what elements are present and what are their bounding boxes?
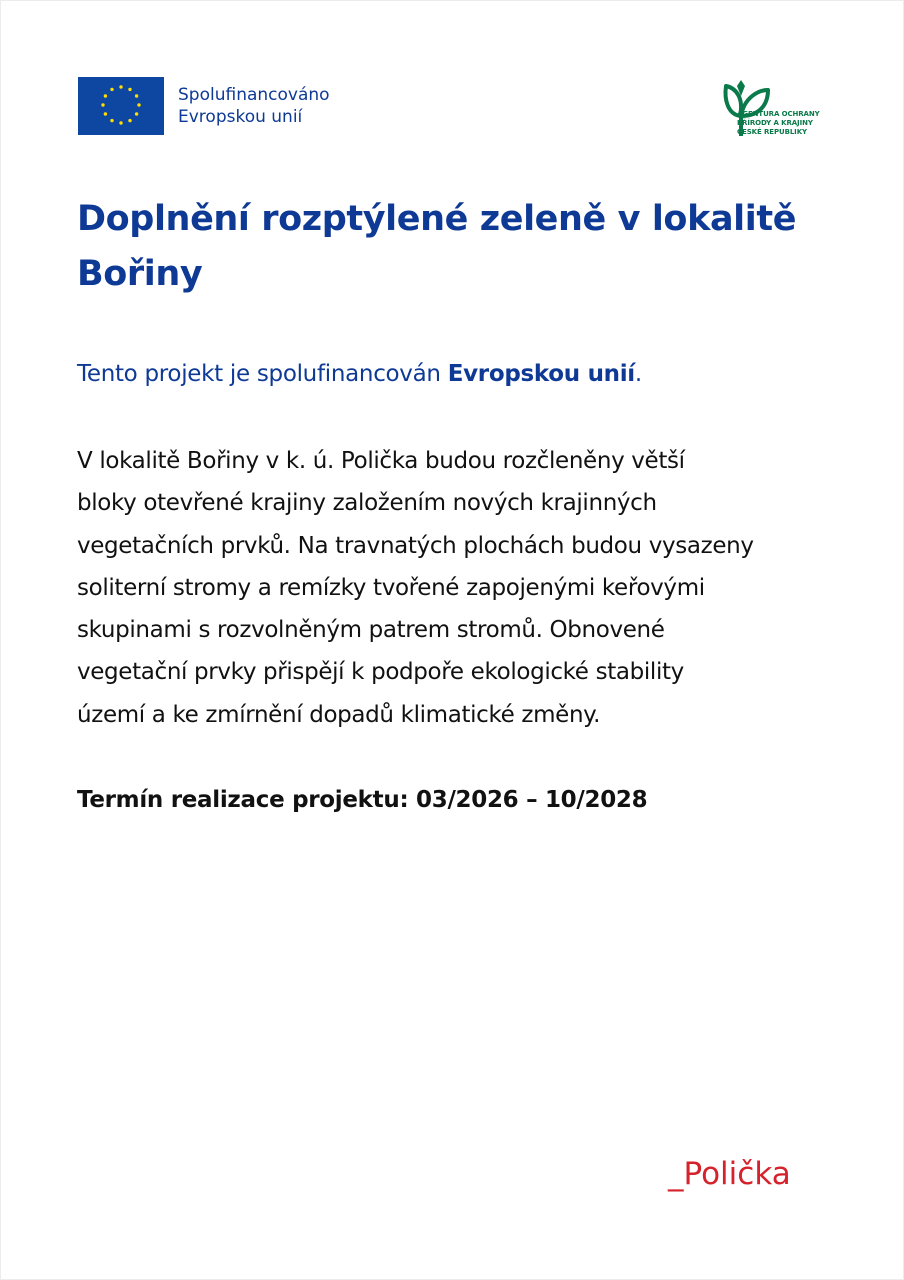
eu-cofinancing-logo [78, 77, 330, 135]
description-line: skupinami s rozvolněným patrem stromů. Obnovené [77, 617, 665, 644]
description-line: V lokalitě Bořiny v k. ú. Polička budou rozčleněny větší [77, 448, 685, 474]
project-description [77, 440, 857, 736]
cofinancing-bold: Evropskou unií [447, 361, 635, 387]
description-line: bloky otevřené krajiny založením nových krajinných [77, 490, 657, 517]
description-line: vegetačních prvků. Na travnatých plochách budou vysazeny [77, 532, 754, 559]
title-line2: Bořiny [77, 254, 203, 294]
aopk-line3: ČESKÉ REPUBLIKY [737, 128, 807, 136]
description-line: území a ke zmírnění dopadů klimatické změny. [77, 701, 601, 728]
description-line: soliterní stromy a remízky tvořené zapojenými keřovými [77, 574, 705, 601]
aopk-line2: PŘÍRODY A KRAJINY [737, 119, 813, 127]
eu-logo-line2: Evropskou unií [178, 107, 303, 127]
aopk-logo [722, 76, 842, 140]
page-title [77, 192, 847, 302]
cofinancing-prefix: Tento projekt je spolufinancován [77, 361, 448, 387]
description-line: vegetační prvky přispějí k podpoře ekologické stability [77, 659, 684, 686]
eu-logo-line1: Spolufinancováno [178, 85, 330, 105]
cofinancing-statement [77, 356, 642, 392]
aopk-line1: AGENTURA OCHRANY [737, 110, 820, 118]
eu-logo-text [178, 84, 330, 128]
title-line1: Doplnění rozptýlené zeleně v lokalitě [77, 199, 797, 239]
aopk-logo-text [737, 110, 820, 137]
eu-flag-icon [78, 77, 164, 135]
policka-city-logo: _Polička [668, 1156, 791, 1192]
project-term: Termín realizace projektu: 03/2026 – 10/2028 [77, 787, 648, 813]
cofinancing-suffix: . [634, 361, 642, 387]
